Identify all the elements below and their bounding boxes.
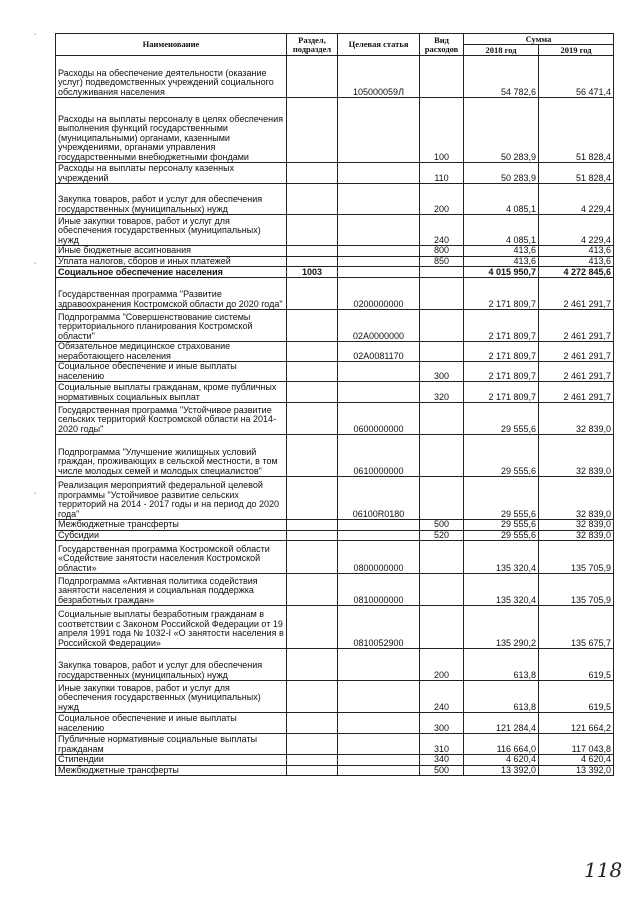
row-sum-2018: 29 555,6: [464, 477, 539, 520]
row-name: Уплата налогов, сборов и иных платежей: [56, 256, 287, 267]
row-sum-2019: 413,6: [539, 246, 614, 257]
row-sum-2019: 135 675,7: [539, 606, 614, 649]
row-sum-2019: 117 043,8: [539, 734, 614, 755]
row-sum-2018: 135 320,4: [464, 541, 539, 574]
row-target: [338, 184, 420, 215]
row-sum-2019: 2 461 291,7: [539, 278, 614, 310]
row-sum-2019: 4 272 845,6: [539, 267, 614, 278]
row-section: [287, 541, 338, 574]
table-body: [56, 56, 614, 776]
row-target: 0200000000: [338, 278, 420, 310]
row-section: [287, 98, 338, 163]
row-target: [338, 163, 420, 184]
row-section: [287, 649, 338, 681]
row-name: Социальные выплаты гражданам, кроме публичных нормативных социальных выплат: [56, 382, 287, 403]
row-target: 0800000000: [338, 541, 420, 574]
row-sum-2019: 32 839,0: [539, 520, 614, 531]
row-section: [287, 755, 338, 766]
table-row: [56, 163, 614, 184]
header-sum: Сумма: [464, 34, 614, 45]
row-section: [287, 530, 338, 541]
page-number: 118: [584, 858, 623, 882]
row-name: Субсидии: [56, 530, 287, 541]
header-year-2019: 2019 год: [539, 45, 614, 56]
row-kind: 340: [420, 755, 464, 766]
row-sum-2018: 54 782,6: [464, 56, 539, 98]
table-row: [56, 382, 614, 403]
row-target: [338, 382, 420, 403]
row-section: [287, 310, 338, 342]
row-sum-2019: 4 229,4: [539, 184, 614, 215]
table-row: [56, 649, 614, 681]
table-row: [56, 713, 614, 734]
row-name: Расходы на выплаты персоналу казенных учреждений: [56, 163, 287, 184]
table-row: [56, 342, 614, 362]
table-row: [56, 477, 614, 520]
row-name: Подпрограмма "Совершенствование системы территориального планирования Костромской области": [56, 310, 287, 342]
row-target: [338, 267, 420, 278]
row-target: 02А0081170: [338, 342, 420, 362]
row-name: Иные бюджетные ассигнования: [56, 246, 287, 257]
row-sum-2019: 4 620,4: [539, 755, 614, 766]
row-target: 0600000000: [338, 403, 420, 435]
table-row: [56, 56, 614, 98]
row-section: [287, 765, 338, 776]
row-section: [287, 520, 338, 531]
row-sum-2019: 32 839,0: [539, 477, 614, 520]
table-row: [56, 246, 614, 257]
row-name: Межбюджетные трансферты: [56, 520, 287, 531]
row-name: Расходы на выплаты персоналу в целях обеспечения выполнения функций государственными (муниципальными) органами, казенными учреждениями, органами управления государственными внебюджетными фондами: [56, 98, 287, 163]
row-name: Стипендии: [56, 755, 287, 766]
table-row: [56, 362, 614, 382]
row-name: Межбюджетные трансферты: [56, 765, 287, 776]
row-kind: [420, 56, 464, 98]
row-target: 0810052900: [338, 606, 420, 649]
row-name: Подпрограмма «Активная политика содействия занятости населения и социальная поддержка безработных граждан»: [56, 574, 287, 606]
row-sum-2019: 2 461 291,7: [539, 362, 614, 382]
row-sum-2018: 2 171 809,7: [464, 278, 539, 310]
row-target: [338, 215, 420, 246]
row-sum-2018: 2 171 809,7: [464, 382, 539, 403]
row-sum-2019: 51 828,4: [539, 98, 614, 163]
row-sum-2018: 116 664,0: [464, 734, 539, 755]
row-section: [287, 477, 338, 520]
row-kind: 300: [420, 713, 464, 734]
row-name: Социальное обеспечение населения: [56, 267, 287, 278]
row-section: [287, 278, 338, 310]
row-section: [287, 713, 338, 734]
row-kind: [420, 606, 464, 649]
row-kind: [420, 574, 464, 606]
row-kind: [420, 267, 464, 278]
row-target: 06100R0180: [338, 477, 420, 520]
header-kind: Вид расходов: [420, 34, 464, 56]
row-kind: 240: [420, 215, 464, 246]
row-name: Подпрограмма "Улучшение жилищных условий граждан, проживающих в сельской местности, в том числе молодых семей и молодых специалистов": [56, 435, 287, 477]
row-section: [287, 256, 338, 267]
row-sum-2019: 2 461 291,7: [539, 382, 614, 403]
row-name: Социальное обеспечение и иные выплаты населению: [56, 713, 287, 734]
row-target: [338, 246, 420, 257]
row-kind: 240: [420, 681, 464, 713]
row-sum-2019: 121 664,2: [539, 713, 614, 734]
row-target: 105000059Л: [338, 56, 420, 98]
row-target: [338, 765, 420, 776]
row-name: Государственная программа Костромской области «Содействие занятости населения Костромской области»: [56, 541, 287, 574]
header-year-2018: 2018 год: [464, 45, 539, 56]
row-kind: 300: [420, 362, 464, 382]
table-row: [56, 278, 614, 310]
row-name: Расходы на обеспечение деятельности (оказание услуг) подведомственных учреждений социального обслуживания населения: [56, 56, 287, 98]
row-section: [287, 163, 338, 184]
row-sum-2019: 135 705,9: [539, 541, 614, 574]
table-row: [56, 541, 614, 574]
row-kind: 100: [420, 98, 464, 163]
row-name: Иные закупки товаров, работ и услуг для обеспечения государственных (муниципальных) нужд: [56, 681, 287, 713]
row-section: [287, 56, 338, 98]
row-kind: 200: [420, 184, 464, 215]
row-sum-2018: 135 320,4: [464, 574, 539, 606]
table-row: [56, 215, 614, 246]
table-row: [56, 403, 614, 435]
row-section: [287, 734, 338, 755]
row-kind: 500: [420, 520, 464, 531]
row-sum-2018: 2 171 809,7: [464, 342, 539, 362]
row-sum-2018: 2 171 809,7: [464, 310, 539, 342]
row-kind: 520: [420, 530, 464, 541]
row-sum-2018: 50 283,9: [464, 98, 539, 163]
row-kind: [420, 342, 464, 362]
table-row: [56, 574, 614, 606]
row-sum-2018: 135 290,2: [464, 606, 539, 649]
row-kind: 800: [420, 246, 464, 257]
table-row: [56, 755, 614, 766]
table-row: [56, 520, 614, 531]
table-row: [56, 256, 614, 267]
row-target: 0610000000: [338, 435, 420, 477]
table-row: [56, 98, 614, 163]
table-row: [56, 681, 614, 713]
row-sum-2018: 613,8: [464, 649, 539, 681]
row-sum-2019: 32 839,0: [539, 403, 614, 435]
row-target: [338, 713, 420, 734]
row-target: [338, 649, 420, 681]
row-kind: [420, 403, 464, 435]
row-sum-2019: 32 839,0: [539, 530, 614, 541]
row-section: [287, 435, 338, 477]
row-target: 02А0000000: [338, 310, 420, 342]
table-row: [56, 765, 614, 776]
row-target: [338, 734, 420, 755]
row-name: Государственная программа "Устойчивое развитие сельских территорий Костромской области на 2014-2020 годы": [56, 403, 287, 435]
row-sum-2018: 4 620,4: [464, 755, 539, 766]
row-sum-2019: 413,6: [539, 256, 614, 267]
table-row: [56, 267, 614, 278]
row-sum-2019: 2 461 291,7: [539, 342, 614, 362]
row-section: [287, 606, 338, 649]
header-target: Целевая статья: [338, 34, 420, 56]
row-target: [338, 256, 420, 267]
row-sum-2018: 29 555,6: [464, 520, 539, 531]
row-kind: 200: [420, 649, 464, 681]
row-sum-2019: 619,5: [539, 681, 614, 713]
row-section: [287, 382, 338, 403]
row-sum-2018: 29 555,6: [464, 530, 539, 541]
table-row: [56, 310, 614, 342]
row-section: [287, 403, 338, 435]
row-section: [287, 681, 338, 713]
row-name: Государственная программа "Развитие здравоохранения Костромской области до 2020 года": [56, 278, 287, 310]
row-target: [338, 755, 420, 766]
table-row: [56, 435, 614, 477]
row-section: 1003: [287, 267, 338, 278]
row-sum-2019: 135 705,9: [539, 574, 614, 606]
table-row: [56, 184, 614, 215]
row-name: Закупка товаров, работ и услуг для обеспечения государственных (муниципальных) нужд: [56, 649, 287, 681]
row-target: [338, 520, 420, 531]
row-sum-2018: 13 392,0: [464, 765, 539, 776]
row-kind: [420, 435, 464, 477]
header-name: Наименование: [56, 34, 287, 56]
table-row: [56, 734, 614, 755]
row-kind: [420, 278, 464, 310]
margin-mark: `: [34, 492, 37, 501]
row-kind: 110: [420, 163, 464, 184]
row-sum-2018: 413,6: [464, 246, 539, 257]
row-target: 0810000000: [338, 574, 420, 606]
row-kind: [420, 477, 464, 520]
row-kind: 310: [420, 734, 464, 755]
row-kind: [420, 310, 464, 342]
row-name: Публичные нормативные социальные выплаты гражданам: [56, 734, 287, 755]
row-target: [338, 362, 420, 382]
row-sum-2019: 4 229,4: [539, 215, 614, 246]
row-sum-2018: 4 015 950,7: [464, 267, 539, 278]
budget-table: [55, 33, 614, 776]
table-row: [56, 606, 614, 649]
row-sum-2018: 613,8: [464, 681, 539, 713]
row-section: [287, 215, 338, 246]
row-section: [287, 574, 338, 606]
row-target: [338, 530, 420, 541]
row-sum-2019: 32 839,0: [539, 435, 614, 477]
row-sum-2018: 50 283,9: [464, 163, 539, 184]
row-name: Закупка товаров, работ и услуг для обеспечения государственных (муниципальных) нужд: [56, 184, 287, 215]
row-kind: 320: [420, 382, 464, 403]
row-target: [338, 98, 420, 163]
header-section: Раздел, подраздел: [287, 34, 338, 56]
row-name: Иные закупки товаров, работ и услуг для обеспечения государственных (муниципальных) нужд: [56, 215, 287, 246]
row-sum-2018: 2 171 809,7: [464, 362, 539, 382]
row-section: [287, 342, 338, 362]
row-sum-2018: 121 284,4: [464, 713, 539, 734]
row-sum-2018: 29 555,6: [464, 403, 539, 435]
row-sum-2018: 413,6: [464, 256, 539, 267]
row-sum-2019: 619,5: [539, 649, 614, 681]
row-kind: [420, 541, 464, 574]
row-section: [287, 362, 338, 382]
table-row: [56, 530, 614, 541]
margin-mark: `: [34, 262, 37, 271]
row-sum-2018: 4 085,1: [464, 184, 539, 215]
row-kind: 850: [420, 256, 464, 267]
row-sum-2018: 29 555,6: [464, 435, 539, 477]
row-name: Обязательное медицинское страхование неработающего населения: [56, 342, 287, 362]
row-name: Реализация мероприятий федеральной целевой программы "Устойчивое развитие сельских территорий на 2014 - 2017 годы и на период до 2020 года": [56, 477, 287, 520]
row-sum-2019: 2 461 291,7: [539, 310, 614, 342]
row-section: [287, 246, 338, 257]
row-kind: 500: [420, 765, 464, 776]
row-sum-2019: 51 828,4: [539, 163, 614, 184]
row-sum-2018: 4 085,1: [464, 215, 539, 246]
row-target: [338, 681, 420, 713]
row-sum-2019: 56 471,4: [539, 56, 614, 98]
row-section: [287, 184, 338, 215]
row-sum-2019: 13 392,0: [539, 765, 614, 776]
row-name: Социальное обеспечение и иные выплаты населению: [56, 362, 287, 382]
row-name: Социальные выплаты безработным гражданам в соответствии с Законом Российской Федерации от 19 апреля 1991 года № 1032-I «О занятости населения в Российской Федерации»: [56, 606, 287, 649]
margin-mark: `: [34, 33, 37, 42]
